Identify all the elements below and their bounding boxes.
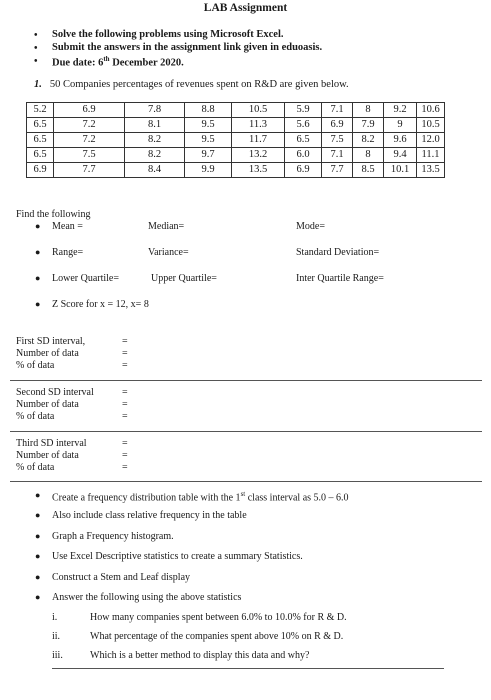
bullet-icon: ● bbox=[35, 273, 41, 283]
table-cell: 13.2 bbox=[232, 148, 285, 163]
table-row bbox=[27, 163, 445, 178]
table-cell: 6.9 bbox=[322, 118, 353, 133]
task-answer-questions: Answer the following using the above statistics bbox=[52, 592, 242, 603]
table-cell: 8.2 bbox=[353, 133, 384, 148]
equals-sign: = bbox=[122, 438, 128, 449]
mean-label: Mean = bbox=[52, 221, 83, 232]
task-frequency-table: Create a frequency distribution table with the 1st class interval as 5.0 – 6.0 bbox=[52, 490, 349, 504]
table-cell: 6.9 bbox=[54, 103, 125, 118]
table-cell: 6.9 bbox=[27, 163, 54, 178]
table-cell: 9.5 bbox=[185, 133, 232, 148]
bullet-icon: • bbox=[34, 43, 38, 54]
equals-sign: = bbox=[122, 450, 128, 461]
table-cell: 9 bbox=[384, 118, 417, 133]
subquestion-number: ii. bbox=[52, 631, 61, 642]
second-interval-title: Second SD interval bbox=[16, 387, 94, 398]
table-cell: 8 bbox=[353, 103, 384, 118]
first-interval-pct: % of data bbox=[16, 360, 55, 371]
table-cell: 8.1 bbox=[125, 118, 185, 133]
table-cell: 7.5 bbox=[54, 148, 125, 163]
table-cell: 7.1 bbox=[322, 148, 353, 163]
task-relative-frequency: Also include class relative frequency in the table bbox=[52, 510, 247, 521]
table-cell: 10.5 bbox=[417, 118, 445, 133]
table-cell: 10.1 bbox=[384, 163, 417, 178]
third-interval-pct: % of data bbox=[16, 462, 55, 473]
bullet-icon: ● bbox=[35, 572, 41, 582]
table-cell: 10.6 bbox=[417, 103, 445, 118]
equals-sign: = bbox=[122, 360, 128, 371]
task-stem-leaf: Construct a Stem and Leaf display bbox=[52, 572, 191, 583]
equals-sign: = bbox=[122, 411, 128, 422]
mode-label: Mode= bbox=[296, 221, 325, 232]
table-cell: 5.9 bbox=[285, 103, 322, 118]
table-cell: 9.9 bbox=[185, 163, 232, 178]
table-cell: 5.2 bbox=[27, 103, 54, 118]
bullet-icon: • bbox=[34, 30, 38, 41]
equals-sign: = bbox=[122, 462, 128, 473]
upper-quartile-label: Upper Quartile= bbox=[151, 273, 217, 284]
equals-sign: = bbox=[122, 387, 128, 398]
page-title: LAB Assignment bbox=[203, 2, 288, 14]
first-interval-title: First SD interval, bbox=[16, 336, 86, 347]
table-cell: 6.9 bbox=[285, 163, 322, 178]
bullet-icon: ● bbox=[35, 510, 41, 520]
table-cell: 6.5 bbox=[27, 133, 54, 148]
instruction-2: Submit the answers in the assignment link given in eduoasis. bbox=[52, 42, 323, 53]
table-cell: 8.2 bbox=[125, 148, 185, 163]
divider bbox=[10, 380, 482, 381]
table-cell: 8.8 bbox=[185, 103, 232, 118]
second-interval-pct: % of data bbox=[16, 411, 55, 422]
range-label: Range= bbox=[52, 247, 84, 258]
data-table bbox=[26, 102, 445, 178]
table-cell: 10.5 bbox=[232, 103, 285, 118]
question-text: 50 Companies percentages of revenues spent on R&D are given below. bbox=[49, 79, 349, 90]
sd-label: Standard Deviation= bbox=[296, 247, 380, 258]
bullet-icon: ● bbox=[35, 531, 41, 541]
table-cell: 6.5 bbox=[27, 148, 54, 163]
table-cell: 9.4 bbox=[384, 148, 417, 163]
lower-quartile-label: Lower Quartile= bbox=[52, 273, 120, 284]
table-cell: 11.1 bbox=[417, 148, 445, 163]
table-row bbox=[27, 133, 445, 148]
first-interval-count: Number of data bbox=[16, 348, 79, 359]
table-cell: 7.5 bbox=[322, 133, 353, 148]
table-cell: 8.4 bbox=[125, 163, 185, 178]
table-cell: 12.0 bbox=[417, 133, 445, 148]
table-row bbox=[27, 148, 445, 163]
equals-sign: = bbox=[122, 336, 128, 347]
table-cell: 8.5 bbox=[353, 163, 384, 178]
third-interval-title: Third SD interval bbox=[16, 438, 87, 449]
table-cell: 13.5 bbox=[232, 163, 285, 178]
third-interval bbox=[16, 438, 87, 474]
table-cell: 8 bbox=[353, 148, 384, 163]
iqr-label: Inter Quartile Range= bbox=[296, 273, 384, 284]
table-cell: 8.2 bbox=[125, 133, 185, 148]
bullet-icon: ● bbox=[35, 592, 41, 602]
table-cell: 9.7 bbox=[185, 148, 232, 163]
task-histogram: Graph a Frequency histogram. bbox=[52, 531, 174, 542]
bullet-icon: ● bbox=[35, 551, 41, 561]
table-cell: 11.7 bbox=[232, 133, 285, 148]
task-descriptive-stats: Use Excel Descriptive statistics to create a summary Statistics. bbox=[52, 551, 303, 562]
table-cell: 7.7 bbox=[322, 163, 353, 178]
table-cell: 6.5 bbox=[27, 118, 54, 133]
bullet-icon: ● bbox=[35, 299, 41, 309]
question-number: 1. bbox=[34, 79, 42, 90]
answer-line bbox=[52, 668, 444, 669]
subquestion-text: What percentage of the companies spent above 10% on R & D. bbox=[90, 631, 344, 642]
table-cell: 7.8 bbox=[125, 103, 185, 118]
table-cell: 11.3 bbox=[232, 118, 285, 133]
instruction-1: Solve the following problems using Microsoft Excel. bbox=[52, 29, 284, 40]
find-heading: Find the following bbox=[16, 209, 91, 220]
table-cell: 7.1 bbox=[322, 103, 353, 118]
equals-sign: = bbox=[122, 348, 128, 359]
table-cell: 6.0 bbox=[285, 148, 322, 163]
subquestion-text: How many companies spent between 6.0% to 10.0% for R & D. bbox=[90, 612, 347, 623]
table-row bbox=[27, 118, 445, 133]
bullet-icon: ● bbox=[35, 490, 41, 500]
third-interval-count: Number of data bbox=[16, 450, 79, 461]
bullet-icon: ● bbox=[35, 221, 41, 231]
variance-label: Variance= bbox=[148, 247, 189, 258]
bullet-icon: • bbox=[34, 56, 38, 67]
divider bbox=[10, 481, 482, 482]
bullet-icon: ● bbox=[35, 247, 41, 257]
table-cell: 9.6 bbox=[384, 133, 417, 148]
equals-sign: = bbox=[122, 399, 128, 410]
table-cell: 7.9 bbox=[353, 118, 384, 133]
second-interval-count: Number of data bbox=[16, 399, 79, 410]
subquestion-text: Which is a better method to display this data and why? bbox=[90, 650, 310, 661]
divider bbox=[10, 431, 482, 432]
first-interval bbox=[16, 336, 85, 372]
table-row bbox=[27, 103, 445, 118]
table-cell: 9.5 bbox=[185, 118, 232, 133]
table-cell: 13.5 bbox=[417, 163, 445, 178]
table-cell: 6.5 bbox=[285, 133, 322, 148]
median-label: Median= bbox=[148, 221, 185, 232]
table-cell: 7.2 bbox=[54, 133, 125, 148]
subquestion-number: i. bbox=[52, 612, 58, 623]
zscore-label: Z Score for x = 12, x= 8 bbox=[52, 299, 149, 310]
table-cell: 5.6 bbox=[285, 118, 322, 133]
table-cell: 9.2 bbox=[384, 103, 417, 118]
table-cell: 7.2 bbox=[54, 118, 125, 133]
second-interval bbox=[16, 387, 94, 423]
question-1 bbox=[34, 79, 349, 90]
instruction-due-date: Due date: 6th December 2020. bbox=[52, 55, 184, 69]
table-cell: 7.7 bbox=[54, 163, 125, 178]
subquestion-number: iii. bbox=[52, 650, 63, 661]
